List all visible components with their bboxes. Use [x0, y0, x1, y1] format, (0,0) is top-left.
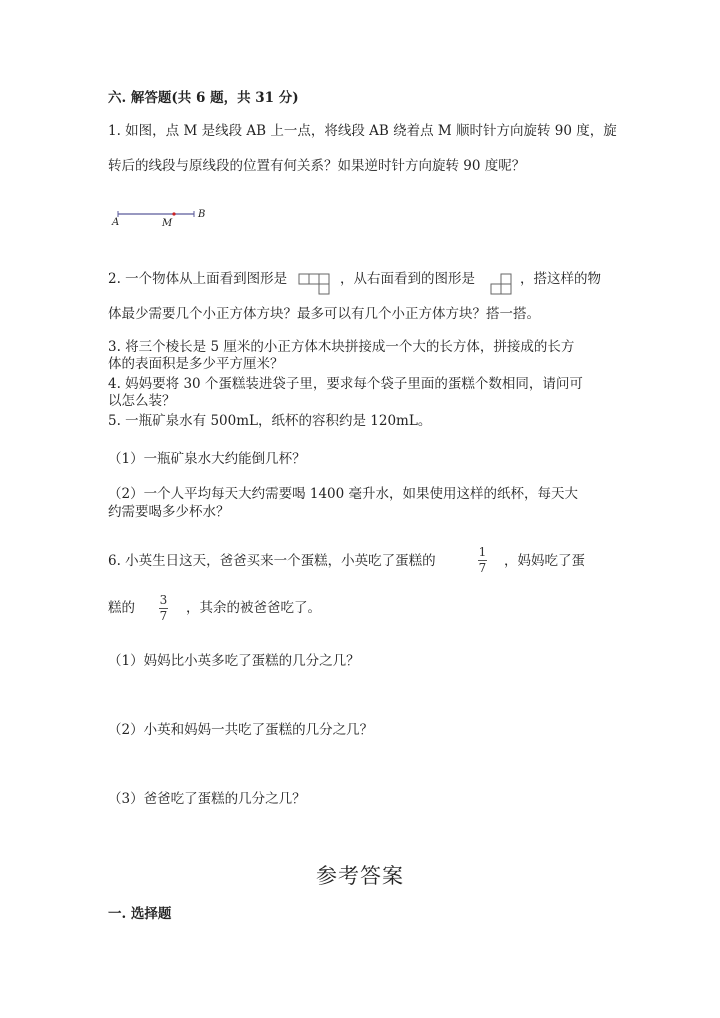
top-view-icon: [298, 272, 334, 300]
q4-line2: 以怎么装？: [108, 393, 176, 409]
q2-line2: 体最少需要几个小正方体方块？最多可以有几个小正方体方块？搭一搭。: [108, 306, 540, 322]
q6-part2: ，妈妈吃了蛋: [504, 553, 585, 569]
q5-line1: 5. 一瓶矿泉水有 500mL，纸杯的容积约是 120mL。: [108, 413, 432, 429]
q5-sub1: （1）一瓶矿泉水大约能倒几杯？: [108, 451, 306, 467]
label-m: M: [162, 218, 173, 229]
point-m: [172, 212, 175, 215]
q4-line1: 4. 妈妈要将 30 个蛋糕装进袋子里，要求每个袋子里面的蛋糕个数相同，请问可: [108, 376, 583, 392]
q1-line2: 转后的线段与原线段的位置有何关系？如果逆时针方向旋转 90 度呢？: [108, 158, 526, 174]
fraction-1-denominator: 7: [478, 561, 487, 575]
fraction-2-denominator: 7: [159, 609, 168, 623]
q5-sub2-line1: （2）一个人平均每天大约需要喝 1400 毫升水，如果使用这样的纸杯，每天大: [108, 486, 579, 502]
q6-sub3: （3）爸爸吃了蛋糕的几分之几？: [108, 791, 306, 807]
q3-line2: 体的表面积是多少平方厘米？: [108, 356, 284, 372]
q2-part3: ，搭这样的物: [520, 271, 601, 287]
q3-line1: 3. 将三个棱长是 5 厘米的小正方体木块拼接成一个大的长方体，拼接成的长方: [108, 339, 575, 355]
q6-fraction-3-7: [159, 594, 168, 623]
q6-part3: 糕的: [108, 600, 135, 616]
section-heading: 六. 解答题(共 6 题，共 31 分): [108, 90, 299, 106]
q2-part1: 2. 一个物体从上面看到图形是: [108, 271, 288, 287]
q1-line1: 1. 如图，点 M 是线段 AB 上一点，将线段 AB 绕着点 M 顺时针方向旋转 90 度，旋: [108, 123, 617, 139]
answers-title: 参考答案: [316, 864, 404, 888]
label-b: B: [198, 209, 206, 220]
q1-segment-figure: [108, 203, 218, 231]
fraction-1-numerator: 1: [478, 545, 487, 559]
q6-fraction-1-7: [478, 546, 487, 575]
q6-part4: ，其余的被爸爸吃了。: [186, 600, 321, 616]
q6-sub1: （1）妈妈比小英多吃了蛋糕的几分之几？: [108, 653, 360, 669]
right-view-icon: [489, 272, 515, 302]
q6-sub2: （2）小英和妈妈一共吃了蛋糕的几分之几？: [108, 722, 374, 738]
label-a: A: [112, 217, 120, 228]
fraction-2-numerator: 3: [159, 593, 168, 607]
q6-part1: 6. 小英生日这天，爸爸买来一个蛋糕，小英吃了蛋糕的: [108, 553, 436, 569]
q2-part2: ，从右面看到的图形是: [340, 271, 475, 287]
answers-section-1: 一. 选择题: [108, 906, 172, 922]
q5-sub2-line2: 约需要喝多少杯水？: [108, 504, 230, 520]
